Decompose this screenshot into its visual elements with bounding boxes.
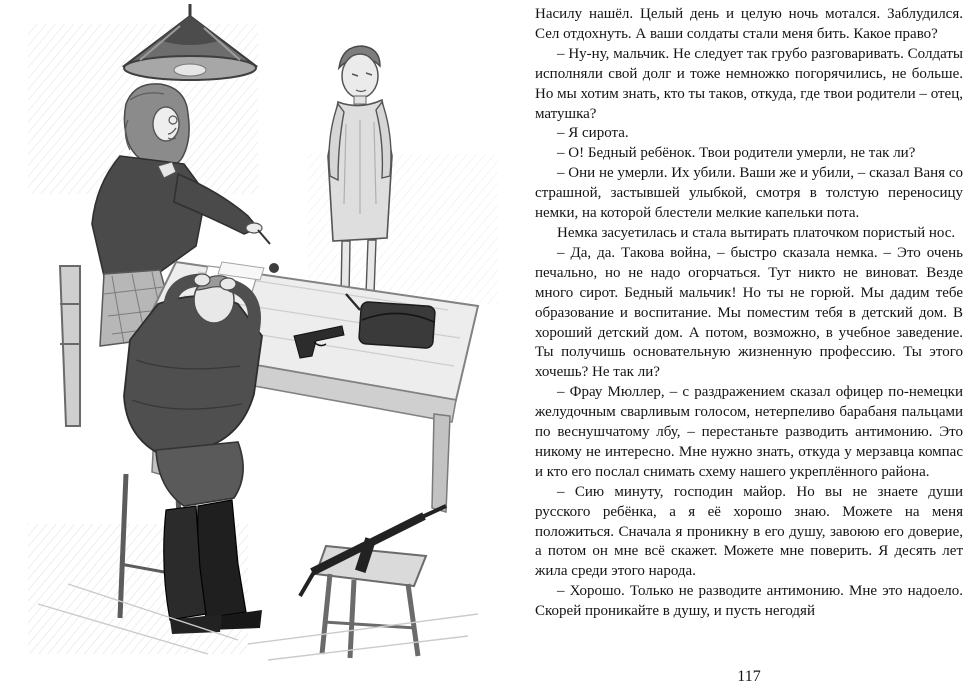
paragraph: – Ну-ну, мальчик. Не следует так грубо разговаривать. Солдаты исполняли свой долг и тоже немножко погорячились, не больше. Но мы хотим знать, кто ты таков, откуда, где твои родители – отец, матушка?: [535, 45, 963, 122]
paragraph: Немка засуетилась и стала вытирать платочком пористый нос.: [557, 224, 956, 241]
paragraph: – Они не умерли. Их убили. Ваши же и убили, – сказал Ваня со страшной, застывшей улыбкой, смотря в толстую переносицу немки, на которой блестели мелкие капельки пота.: [535, 165, 963, 222]
paragraph: – Сию минуту, господин майор. Но вы не знаете души русского ребёнка, а я её хорошо знаю. Можете на меня положиться. Сначала я проникну в его душу, завоюю его доверие, а потом он мне всё скажет. Можете мне поверить. Я десять лет жила среди этого народа.: [535, 483, 963, 580]
paragraph: – О! Бедный ребёнок. Твои родители умерли, не так ли?: [557, 145, 916, 162]
text-column: [535, 5, 963, 622]
paragraph: – Хорошо. Только не разводите антимонию. Мне это надоело. Скорей проникайте в душу, и пусть негодяй: [535, 583, 963, 620]
paragraph: – Фрау Мюллер, – с раздражением сказал офицер по-немецки желудочным сварливым голосом, нетерпеливо барабаня пальцами по веснушчатому лбу, – перестаньте разводить антимонию. Это никому не интересно. Мне нужно знать, откуда у мерзавца компас и кто его послал снимать схему нашего укреплённого района.: [535, 384, 963, 480]
text-pane: [535, 0, 973, 696]
paragraph: – Я сирота.: [557, 125, 629, 142]
paragraph: – Да, да. Такова война, – быстро сказала немка. – Это очень печально, но не надо огорчаться. Тут никто не виноват. Везде много сирот. Бедный мальчик! Но ты не горюй. Мы дадим тебе образование и воспитание. Мы поместим тебя в детский дом. В хороший детский дом. А потом, возможно, в учебное заведение. Ты получишь основательную жизненную профессию. Ты этого хочешь? Не так ли?: [535, 244, 963, 381]
page-number: 117: [535, 666, 963, 686]
paragraph: Насилу нашёл. Целый день и целую ночь мотался. Заблудился. Сел отдохнуть. А ваши солдаты стали меня бить. Какое право?: [535, 6, 963, 42]
interrogation-scene-drawing: [8, 4, 528, 664]
